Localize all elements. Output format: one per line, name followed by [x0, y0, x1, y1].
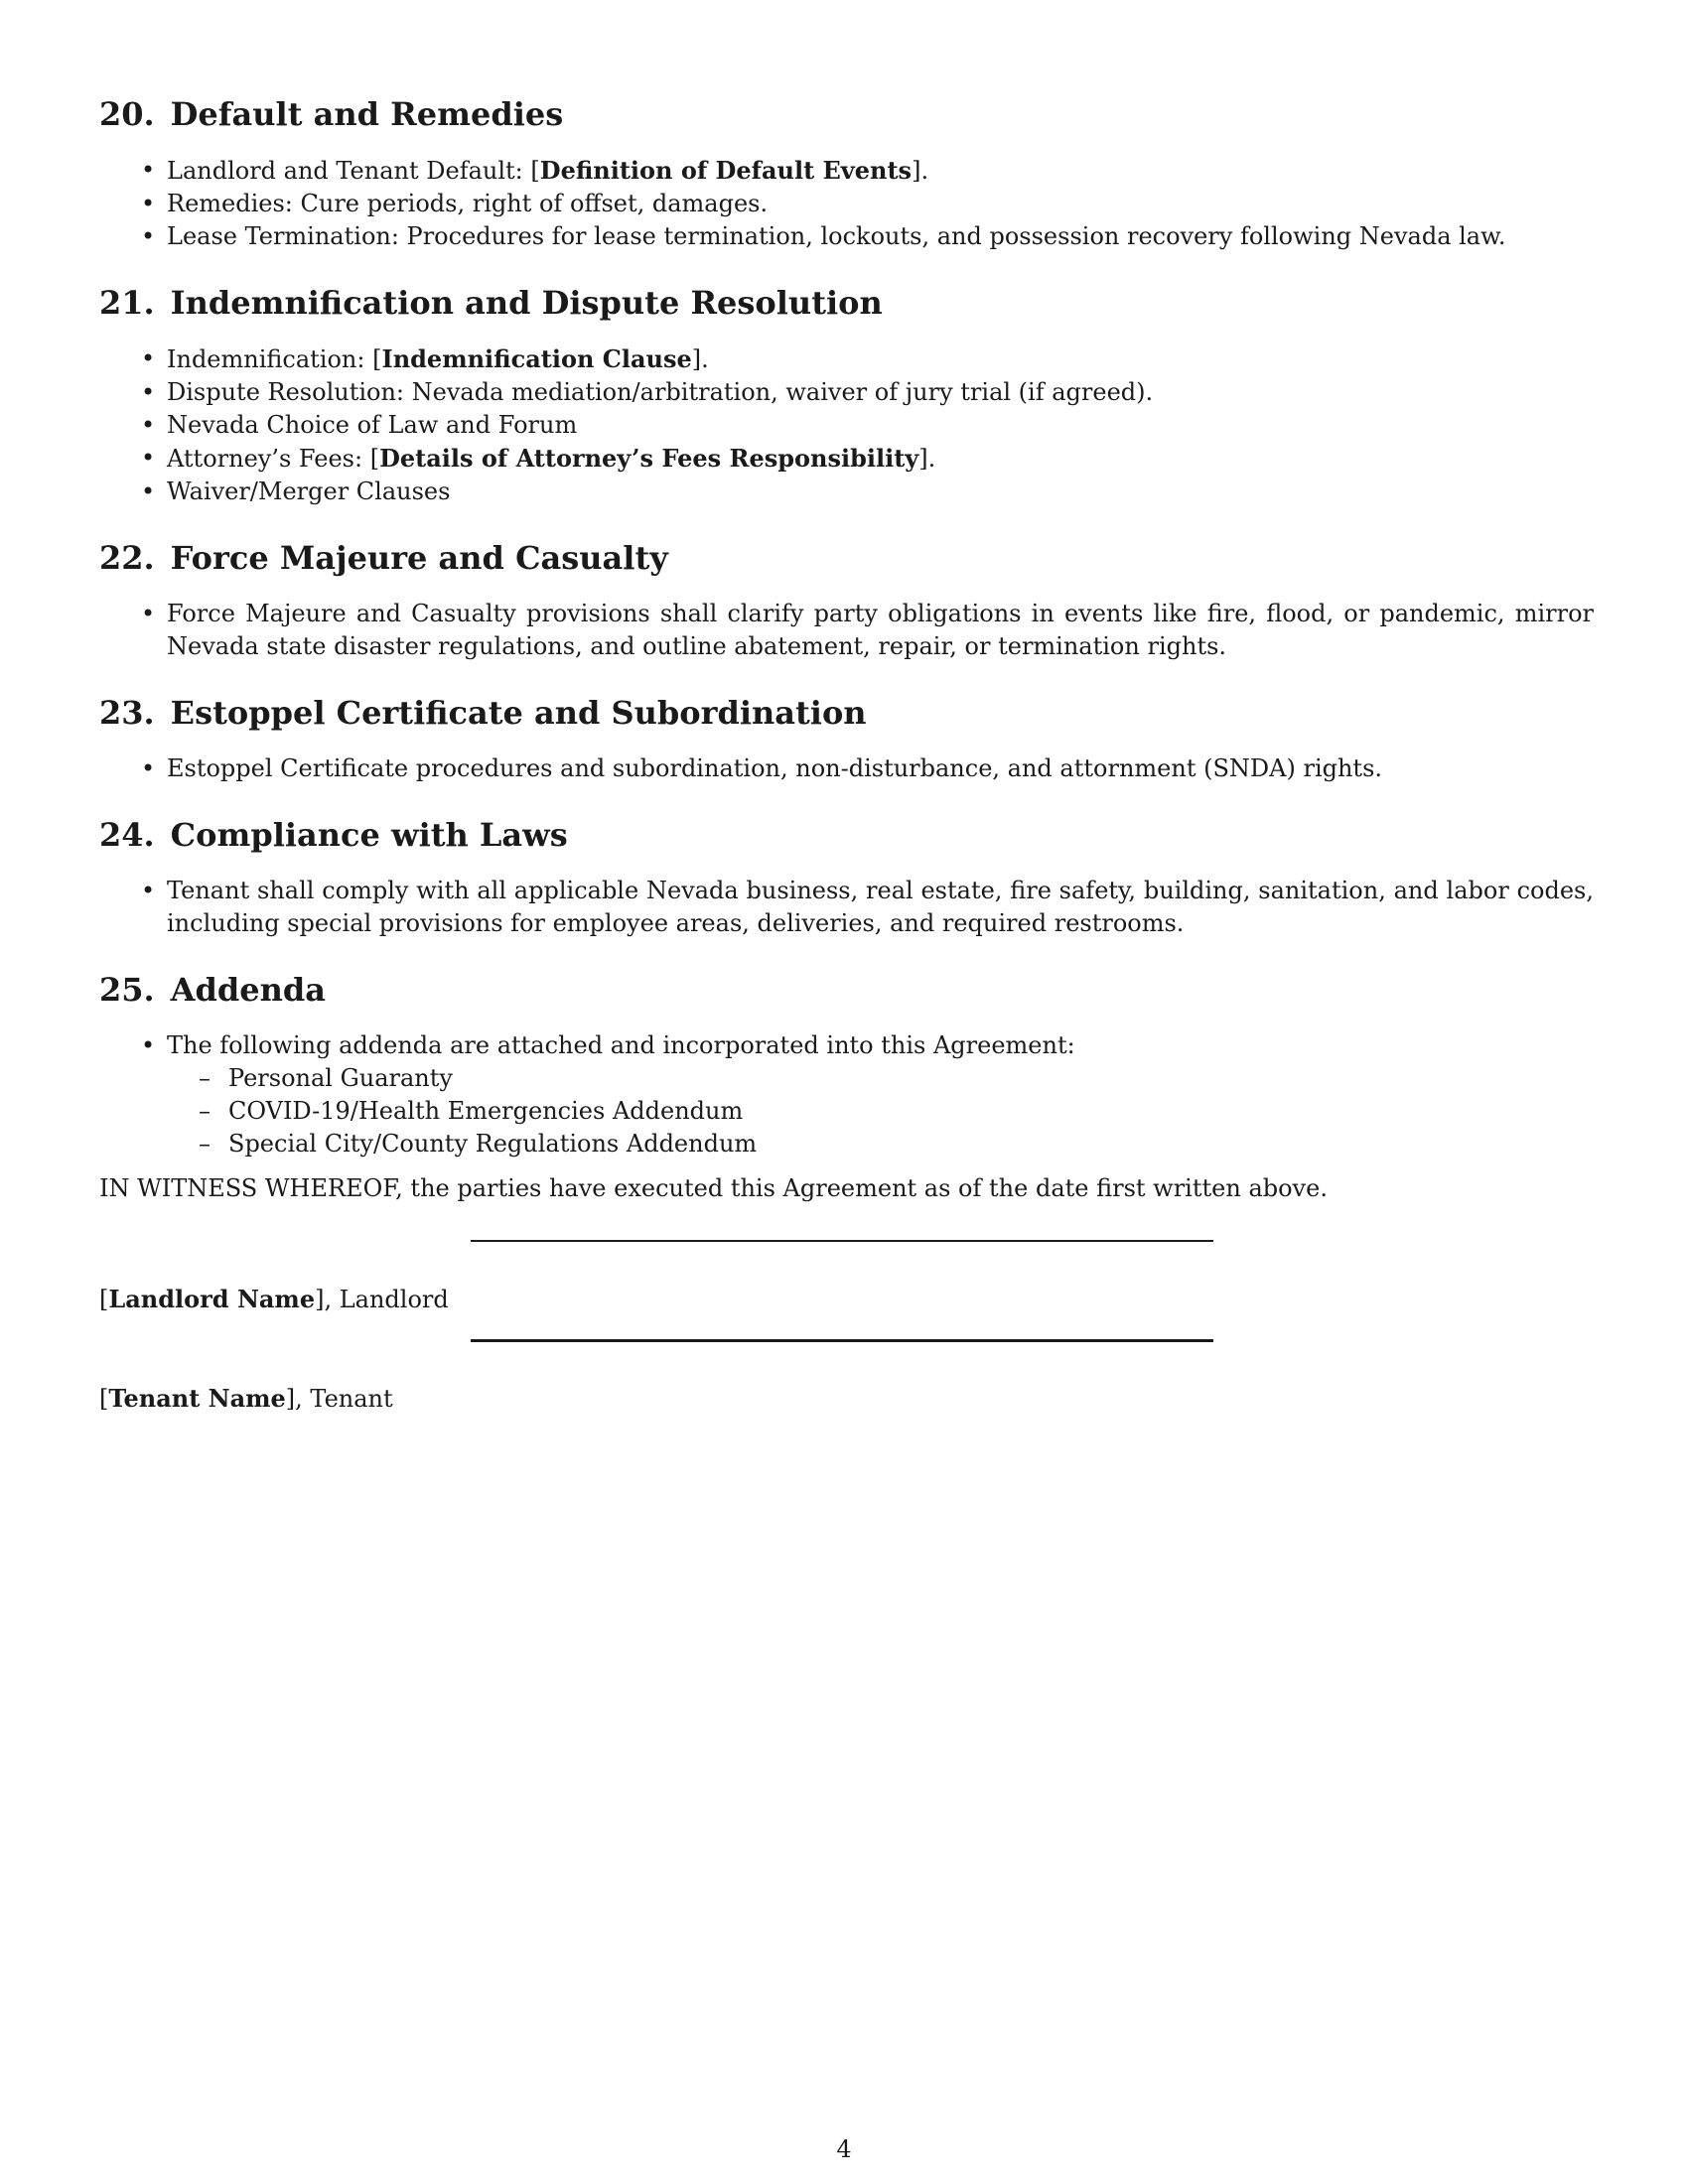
list-item — [167, 1029, 1594, 1160]
list-item — [167, 442, 1594, 476]
item-text: Tenant shall comply with all applicable Nevada business, real estate, fire safety, building, sanitation, and labor codes, including special provisions for employee areas, deliveries, and required restrooms. — [167, 877, 1594, 937]
item-text: The following addenda are attached and incorporated into this Agreement: — [167, 1031, 1075, 1059]
signature-block-tenant — [99, 1312, 1594, 1412]
section-heading — [99, 283, 1594, 323]
section-title: Addenda — [170, 971, 326, 1009]
section-number: 23. — [99, 694, 155, 732]
landlord-name-placeholder: Landlord Name — [108, 1285, 316, 1313]
bullet-list — [99, 752, 1594, 785]
section-number: 25. — [99, 971, 155, 1009]
bullet-list — [99, 875, 1594, 940]
section-title: Default and Remedies — [170, 95, 564, 133]
signatory-role: ], Tenant — [285, 1385, 393, 1413]
section-title: Indemnification and Dispute Resolution — [170, 284, 883, 322]
signatory-role: ], Landlord — [315, 1286, 449, 1313]
document-page — [99, 94, 1594, 1412]
list-item — [167, 342, 1594, 376]
list-item — [167, 188, 1594, 220]
item-text: Estoppel Certificate procedures and subordination, non-disturbance, and attornment (SNDA) rights. — [167, 754, 1383, 782]
item-text: Indemnification: [ — [167, 345, 382, 373]
signatory-tenant — [99, 1382, 393, 1416]
tenant-name-placeholder: Tenant Name — [108, 1384, 286, 1413]
signature-block-landlord — [99, 1213, 1594, 1312]
list-item — [167, 598, 1594, 663]
section-number: 20. — [99, 95, 155, 133]
section-force-majeure — [99, 538, 1594, 663]
item-text: Lease Termination: Procedures for lease termination, lockouts, and possession recovery following Nevada law. — [167, 222, 1506, 250]
list-item — [167, 376, 1594, 409]
item-text: Force Majeure and Casualty provisions shall clarify party obligations in events like fire, flood, or pandemic, mirror Nevada state disaster regulations, and outline abatement, repair, or termination rights. — [167, 600, 1594, 660]
section-heading — [99, 538, 1594, 578]
bullet-list — [99, 598, 1594, 663]
section-number: 21. — [99, 284, 155, 322]
section-title: Estoppel Certificate and Subordination — [170, 694, 867, 732]
item-text: Landlord and Tenant Default: [ — [167, 157, 540, 185]
item-text: ]. — [912, 157, 929, 185]
list-item — [167, 154, 1594, 188]
list-item — [167, 875, 1594, 940]
signature-line — [471, 1240, 1213, 1242]
section-default-and-remedies — [99, 94, 1594, 253]
page-number: 4 — [836, 2135, 852, 2163]
item-text: Attorney’s Fees: [ — [167, 445, 380, 473]
addendum-item: – Special City/County Regulations Addendum — [228, 1128, 1594, 1160]
bracket: [ — [99, 1385, 109, 1413]
item-text: Waiver/Merger Clauses — [167, 478, 451, 505]
section-heading — [99, 970, 1594, 1010]
placeholder-field: Definition of Default Events — [539, 156, 913, 185]
addendum-item: – COVID-19/Health Emergencies Addendum — [228, 1095, 1594, 1128]
witness-clause: IN WITNESS WHEREOF, the parties have executed this Agreement as of the date first written above. — [99, 1174, 1328, 1202]
item-text: Dispute Resolution: Nevada mediation/arbitration, waiver of jury trial (if agreed). — [167, 378, 1154, 406]
section-heading — [99, 693, 1594, 733]
section-addenda — [99, 970, 1594, 1160]
placeholder-field: Indemnification Clause — [381, 344, 692, 373]
section-number: 22. — [99, 539, 155, 577]
signatory-landlord — [99, 1283, 449, 1316]
section-title: Compliance with Laws — [170, 816, 568, 854]
addenda-sublist — [167, 1062, 1594, 1160]
bullet-list — [99, 1029, 1594, 1160]
item-text: Nevada Choice of Law and Forum — [167, 411, 578, 439]
section-indemnification — [99, 283, 1594, 508]
addendum-item: – Personal Guaranty — [228, 1062, 1594, 1095]
list-item — [167, 752, 1594, 785]
section-estoppel — [99, 693, 1594, 785]
bullet-list — [99, 342, 1594, 508]
bracket: [ — [99, 1286, 109, 1313]
section-number: 24. — [99, 816, 155, 854]
list-item — [167, 409, 1594, 442]
list-item — [167, 220, 1594, 253]
section-compliance-with-laws — [99, 815, 1594, 940]
section-title: Force Majeure and Casualty — [170, 539, 668, 577]
item-text: ]. — [691, 345, 709, 373]
item-text: ]. — [918, 445, 936, 473]
item-text: Remedies: Cure periods, right of offset, damages. — [167, 190, 769, 217]
placeholder-field: Details of Attorney’s Fees Responsibility — [379, 444, 919, 473]
section-heading — [99, 94, 1594, 134]
bullet-list — [99, 154, 1594, 253]
list-item — [167, 476, 1594, 508]
section-heading — [99, 815, 1594, 855]
signature-line — [471, 1339, 1213, 1342]
